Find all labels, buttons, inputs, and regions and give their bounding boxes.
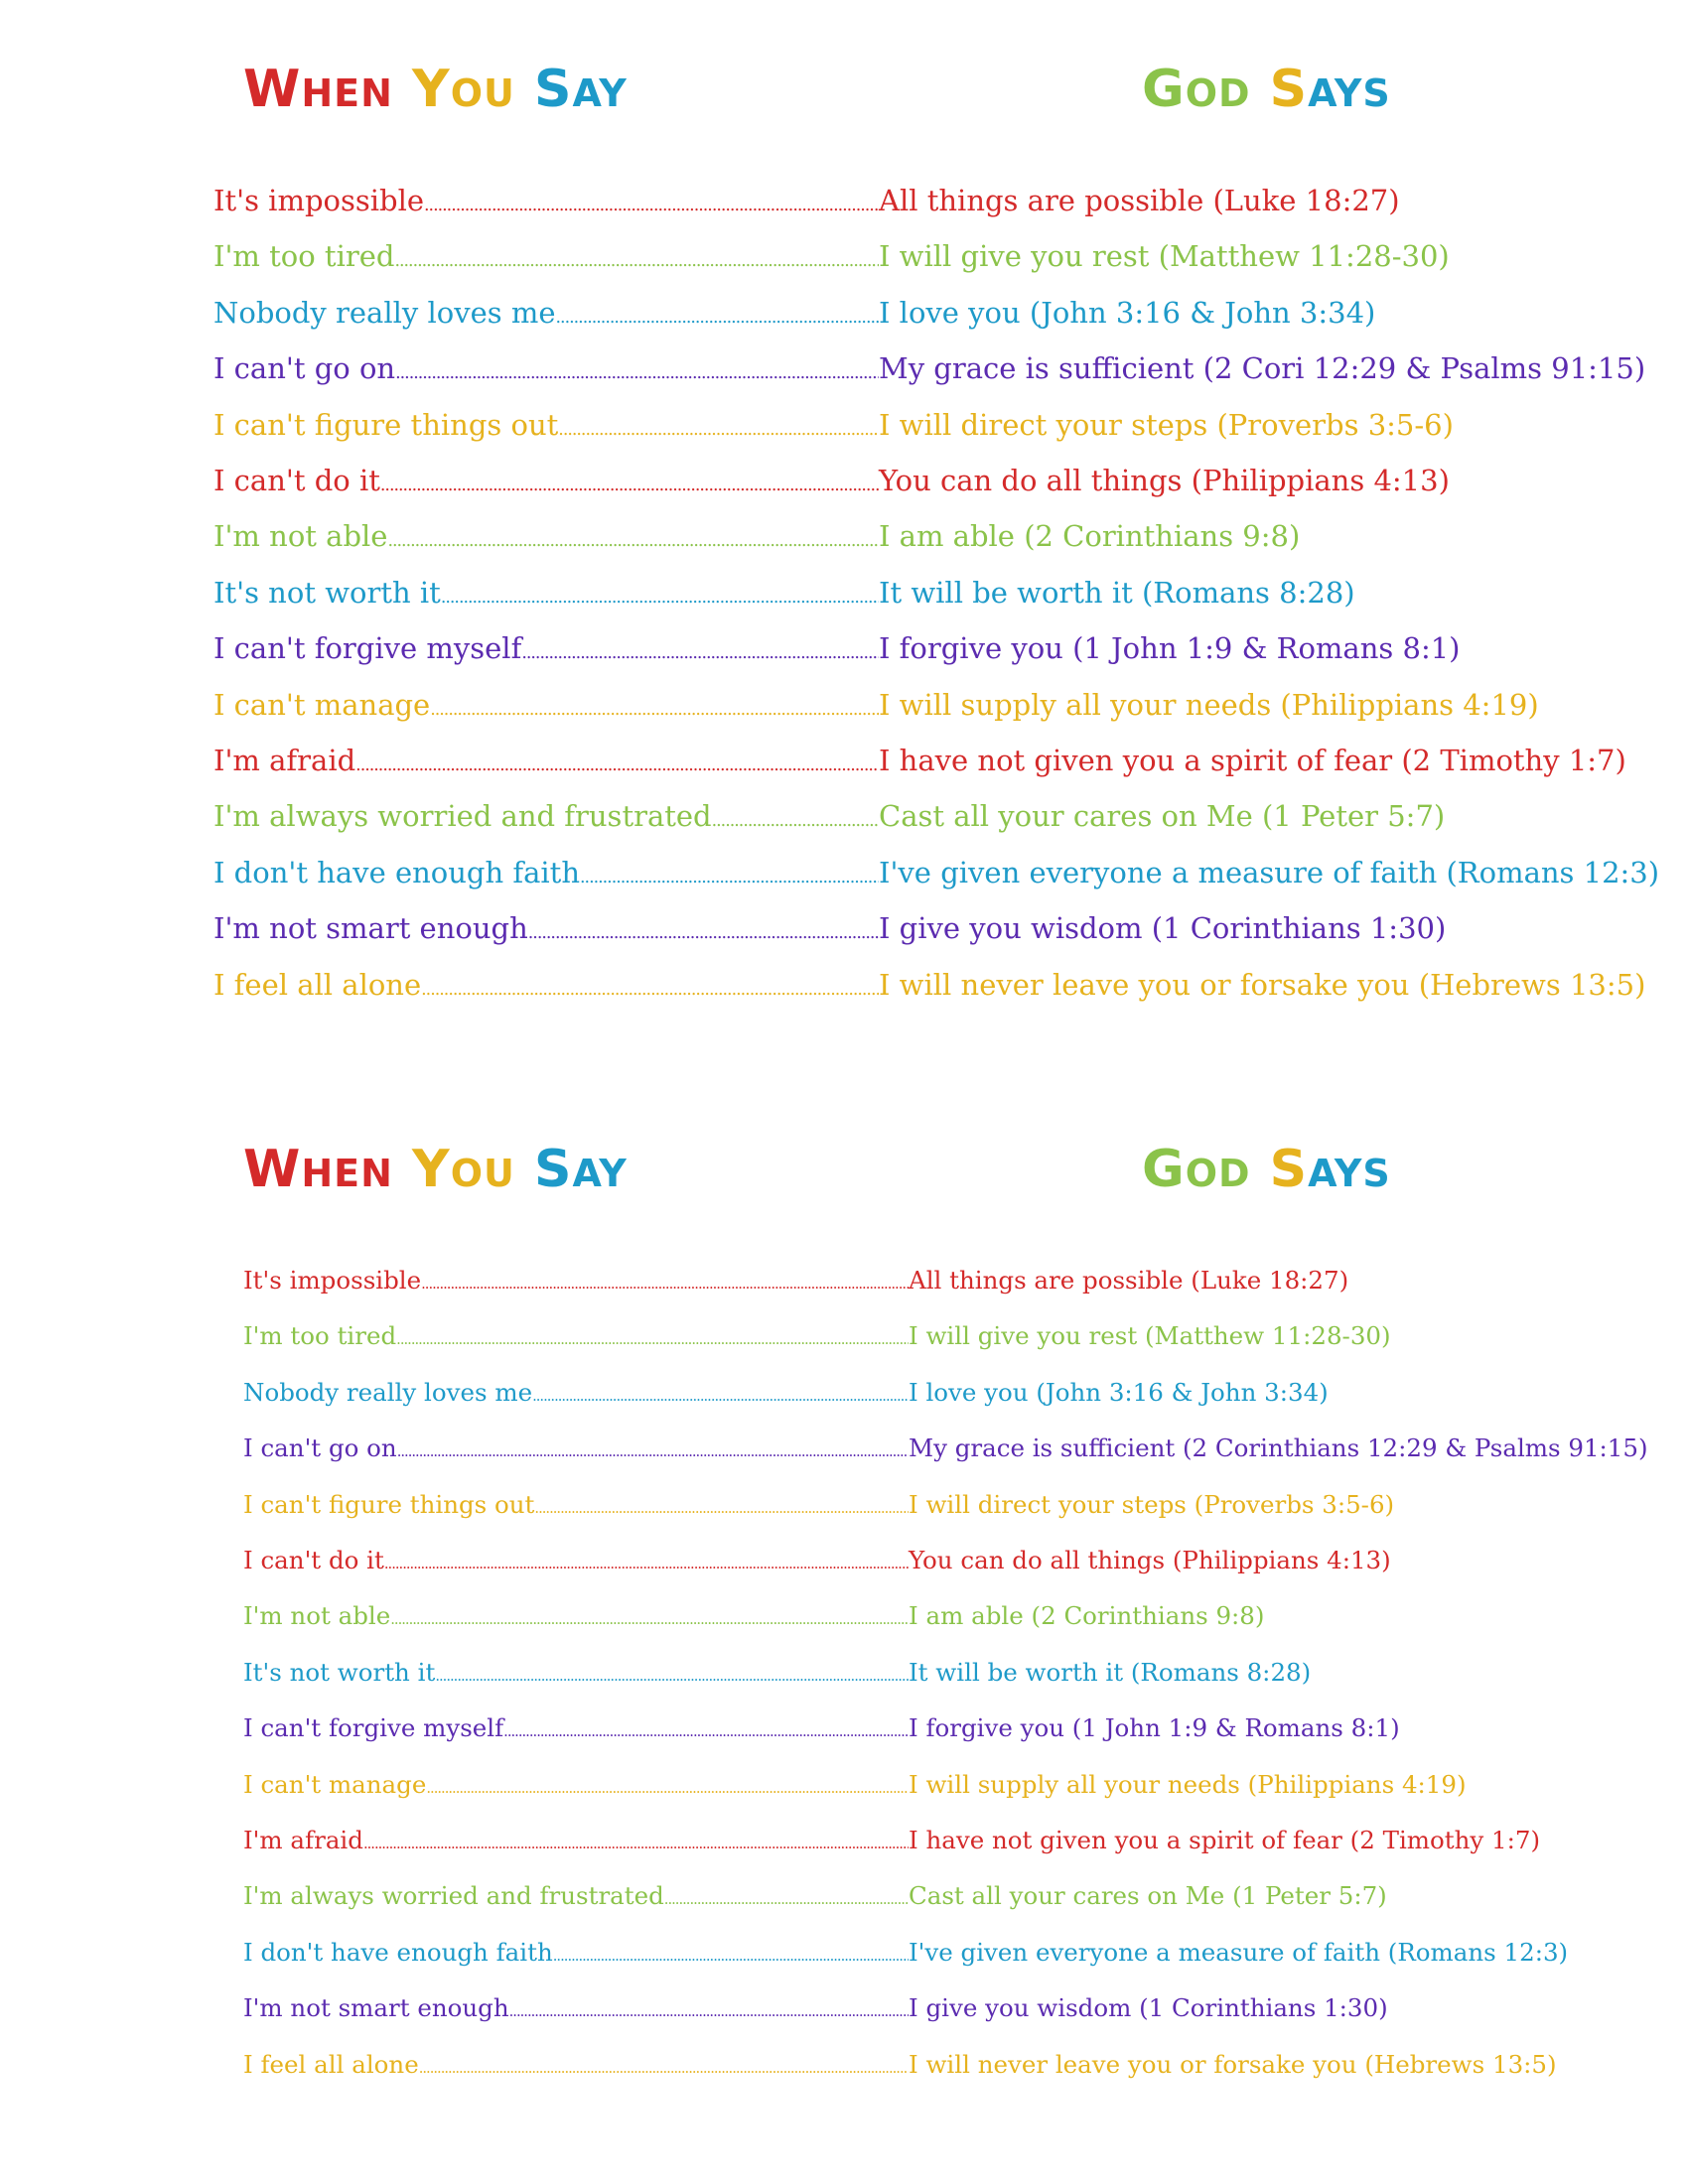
when-you-say-cell [213,856,879,889]
phrase-row [213,519,1300,553]
when-you-say-text: I'm not able [213,519,388,554]
phrase-row [243,1378,1329,1407]
heading-letters: G [1142,60,1186,119]
phrase-row [243,1321,1391,1350]
when-you-say-cell [243,1938,909,1967]
dot-leader [553,1948,909,1965]
god-says-text: It will be worth it (Romans 8:28) [879,575,1355,610]
when-you-say-cell [213,631,879,665]
when-you-say-cell [243,1993,909,2022]
god-says-text: I will direct your steps (Proverbs 3:5-6) [879,407,1454,442]
when-you-say-cell [213,968,879,1002]
god-says-text: I have not given you a spirit of fear (2 Timothy 1:7) [879,744,1626,777]
dot-leader [387,531,879,551]
dot-leader [435,1668,909,1685]
dot-leader [390,1611,909,1628]
when-you-say-cell [213,296,879,330]
heading-letters: AYS [1308,71,1391,115]
god-says-text: You can do all things (Philippians 4:13) [879,464,1450,497]
phrase-row [213,239,1450,273]
when-you-say-text: I'm always worried and frustrated [243,1881,664,1911]
dot-leader [521,643,879,663]
when-you-say-text: I can't do it [213,464,380,497]
heading-letters: Y [392,60,451,119]
god-says-text: I forgive you (1 John 1:9 & Romans 8:1) [879,631,1461,666]
dot-leader [355,755,879,775]
when-you-say-text: I'm too tired [243,1321,397,1351]
dot-leader [380,476,879,495]
heading-letters: W [243,60,302,119]
dot-leader [396,1331,909,1348]
god-says-text: It will be worth it (Romans 8:28) [909,1657,1312,1687]
god-says-text: I've given everyone a measure of faith (Romans 12:3) [909,1937,1569,1967]
when-you-say-cell [243,1378,909,1407]
when-you-say-text: I'm not smart enough [243,1993,509,2023]
heading-letters: OU [450,71,515,115]
dot-leader [441,588,879,608]
god-says-text: All things are possible (Luke 18:27) [879,184,1400,217]
heading-when-you-say [243,1140,628,1199]
when-you-say-text: It's impossible [243,1266,422,1295]
phrase-row [243,1490,1394,1519]
phrase-row [243,1713,1400,1742]
when-you-say-cell [213,799,879,833]
phrase-row [243,1658,1311,1687]
when-you-say-cell [213,576,879,610]
when-you-say-text: I'm always worried and frustrated [213,799,712,834]
when-you-say-cell [213,351,879,385]
phrase-row [243,1601,1264,1630]
when-you-say-text: I can't figure things out [213,407,559,442]
heading-when-you-say [243,60,628,119]
when-you-say-cell [213,184,879,217]
heading-letters: S [1250,1140,1309,1199]
dot-leader [503,1723,909,1740]
heading-letters: AYS [1308,1152,1391,1195]
god-says-text: I will supply all your needs (Philippians 4:19) [879,687,1539,722]
phrase-row [213,911,1446,945]
dot-leader [426,1780,909,1797]
when-you-say-text: I feel all alone [243,2049,419,2079]
heading-letters: W [243,1140,302,1199]
god-says-text: My grace is sufficient (2 Cori 12:29 & Psalms 91:15) [879,351,1646,386]
phrase-row [213,408,1454,442]
when-you-say-text: I'm afraid [213,744,356,777]
phrase-row [213,631,1460,665]
when-you-say-text: I'm not able [243,1601,391,1631]
god-says-text: I have not given you a spirit of fear (2 Timothy 1:7) [909,1826,1541,1854]
when-you-say-text: I can't forgive myself [213,631,522,666]
god-says-text: I love you (John 3:16 & John 3:34) [879,295,1376,330]
when-you-say-cell [243,1713,909,1742]
phrase-row [243,1938,1568,1967]
phrase-row [213,968,1645,1002]
god-says-text: I forgive you (1 John 1:9 & Romans 8:1) [909,1713,1400,1743]
heading-god-says [1142,60,1391,119]
when-you-say-text: It's not worth it [243,1657,436,1687]
phrase-row [213,351,1645,385]
when-you-say-text: I feel all alone [213,967,422,1002]
god-says-text: I am able (2 Corinthians 9:8) [879,519,1301,554]
when-you-say-text: I'm not smart enough [213,911,528,946]
when-you-say-text: I don't have enough faith [213,855,581,889]
when-you-say-cell [213,239,879,273]
god-says-text: All things are possible (Luke 18:27) [909,1266,1349,1295]
heading-letters: S [514,60,573,119]
dot-leader [421,1276,909,1293]
when-you-say-cell [243,1770,909,1799]
heading-letters: HEN [301,1152,393,1195]
heading-letters: OD [1185,1152,1251,1195]
phrase-row [243,1770,1467,1799]
dot-leader [534,1500,909,1517]
god-says-text: I will never leave you or forsake you (Hebrews 13:5) [909,2049,1557,2079]
when-you-say-text: I can't manage [213,687,431,722]
god-says-text: Cast all your cares on Me (1 Peter 5:7) [879,799,1446,834]
dot-leader [394,251,879,271]
heading-letters: OU [450,1152,515,1195]
phrase-row [243,2050,1557,2079]
dot-leader [395,363,879,383]
when-you-say-cell [213,688,879,722]
dot-leader [558,420,879,440]
when-you-say-text: It's not worth it [213,575,441,610]
heading-letters: HEN [301,71,393,115]
dot-leader [430,700,879,720]
dot-leader [664,1891,909,1908]
when-you-say-cell [243,1546,909,1574]
when-you-say-text: I'm too tired [213,239,395,274]
dot-leader [580,868,879,887]
heading-letters: G [1142,1140,1186,1199]
dot-leader [421,980,879,1000]
when-you-say-cell [243,1321,909,1350]
phrase-row [213,799,1445,833]
dot-leader [556,308,879,328]
god-says-text: I am able (2 Corinthians 9:8) [909,1601,1265,1631]
god-says-text: I give you wisdom (1 Corinthians 1:30) [879,911,1447,946]
phrase-row [213,296,1375,330]
when-you-say-cell [243,1826,909,1854]
heading-letters: AY [572,1152,628,1195]
phrase-row [213,856,1659,889]
phrase-row [213,576,1355,610]
phrase-row [213,464,1450,497]
when-you-say-text: I can't do it [243,1546,384,1574]
when-you-say-cell [213,464,879,497]
god-says-text: I love you (John 3:16 & John 3:34) [909,1377,1329,1407]
when-you-say-cell [243,1881,909,1910]
when-you-say-cell [213,744,879,777]
when-you-say-cell [243,2050,909,2079]
when-you-say-cell [243,1490,909,1519]
god-says-text: I will give you rest (Matthew 11:28-30) [879,239,1450,274]
when-you-say-text: It's impossible [213,184,425,217]
dot-leader [509,2003,909,2020]
dot-leader [532,1388,909,1405]
god-says-text: I will direct your steps (Proverbs 3:5-6) [909,1489,1395,1519]
heading-letters: S [1250,60,1309,119]
when-you-say-cell [213,519,879,553]
phrase-row [213,744,1626,777]
phrase-row [243,1826,1540,1854]
dot-leader [363,1836,909,1852]
phrase-row [213,688,1539,722]
when-you-say-text: Nobody really loves me [213,295,556,330]
phrase-row [243,1881,1387,1910]
heading-letters: S [514,1140,573,1199]
god-says-text: I will never leave you or forsake you (Hebrews 13:5) [879,967,1646,1002]
phrase-row [243,1546,1391,1574]
when-you-say-text: I can't go on [243,1433,397,1463]
dot-leader [384,1556,909,1572]
when-you-say-cell [243,1433,909,1462]
when-you-say-text: I can't go on [213,351,396,386]
god-says-text: I give you wisdom (1 Corinthians 1:30) [909,1993,1388,2023]
when-you-say-text: I can't manage [243,1769,427,1799]
god-says-text: I've given everyone a measure of faith (Romans 12:3) [879,855,1660,889]
dot-leader [528,923,879,943]
when-you-say-text: I can't forgive myself [243,1713,504,1743]
when-you-say-text: I don't have enough faith [243,1937,553,1967]
heading-letters: Y [392,1140,451,1199]
god-says-text: My grace is sufficient (2 Corinthians 12:29 & Psalms 91:15) [909,1433,1648,1463]
when-you-say-cell [243,1601,909,1630]
dot-leader [712,811,879,831]
heading-god-says [1142,1140,1391,1199]
phrase-row [243,1433,1648,1462]
heading-letters: OD [1185,71,1251,115]
dot-leader [397,1443,909,1460]
phrase-row [243,1993,1388,2022]
when-you-say-text: I'm afraid [243,1826,363,1854]
when-you-say-cell [213,911,879,945]
dot-leader [419,2060,909,2077]
god-says-text: You can do all things (Philippians 4:13) [909,1546,1391,1574]
when-you-say-cell [213,408,879,442]
heading-letters: AY [572,71,628,115]
god-says-text: Cast all your cares on Me (1 Peter 5:7) [909,1881,1387,1911]
when-you-say-text: I can't figure things out [243,1489,535,1519]
when-you-say-text: Nobody really loves me [243,1377,533,1407]
god-says-text: I will give you rest (Matthew 11:28-30) [909,1321,1391,1351]
phrase-row [213,184,1400,217]
god-says-text: I will supply all your needs (Philippians 4:19) [909,1769,1467,1799]
when-you-say-cell [243,1266,909,1295]
when-you-say-cell [243,1658,909,1687]
dot-leader [424,196,879,215]
phrase-row [243,1266,1348,1295]
